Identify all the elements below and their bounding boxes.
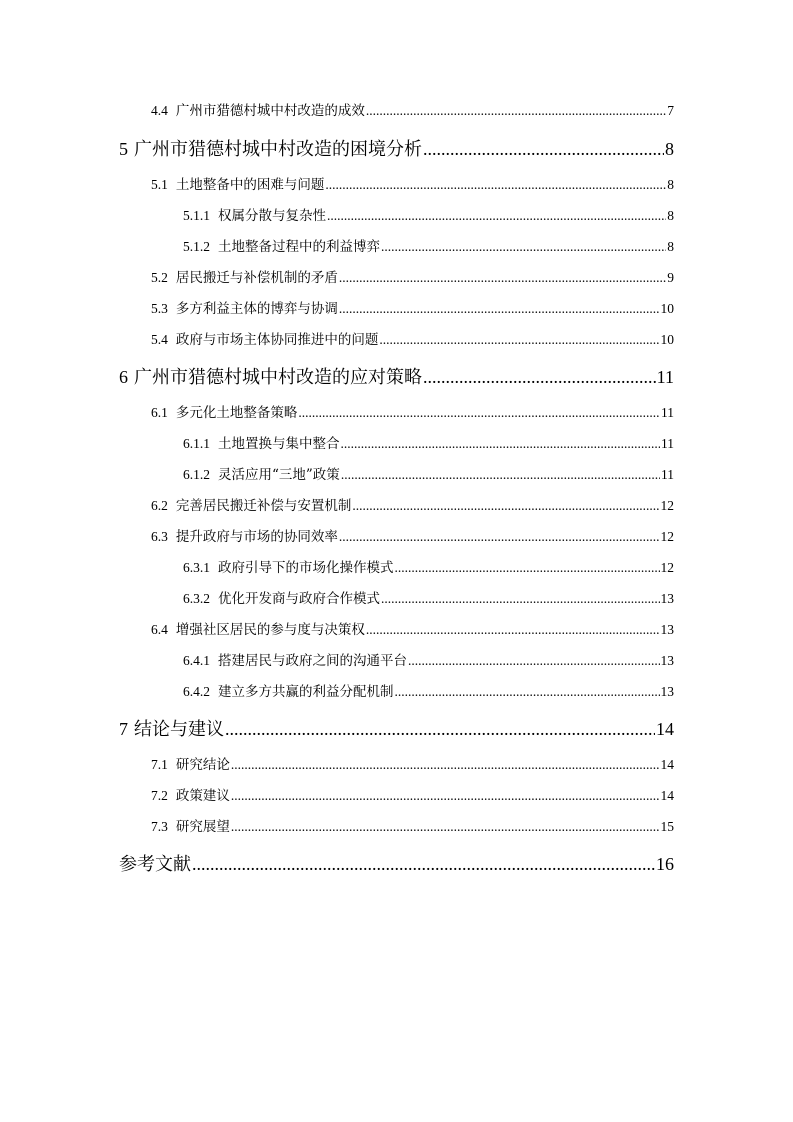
toc-entry-title: 搭建居民与政府之间的沟通平台 bbox=[218, 653, 407, 669]
toc-entry-page: 8 bbox=[667, 177, 674, 192]
toc-entry-5-3[interactable] bbox=[151, 302, 674, 317]
toc-entry-number: 7 bbox=[119, 719, 128, 739]
toc-entry-number: 6 bbox=[119, 367, 128, 387]
toc-entry-number: 6.3.1 bbox=[183, 560, 210, 575]
toc-dot-leader bbox=[395, 685, 660, 699]
toc-entry-number: 5.1.1 bbox=[183, 208, 210, 223]
toc-entry-number: 6.4.2 bbox=[183, 684, 210, 699]
toc-entry-title: 土地整备中的困难与问题 bbox=[175, 177, 325, 193]
toc-entry-title: 完善居民搬迁补偿与安置机制 bbox=[175, 498, 352, 514]
toc-entry-number: 5.3 bbox=[151, 301, 168, 316]
toc-dot-leader bbox=[339, 530, 660, 544]
toc-dot-leader bbox=[381, 240, 666, 254]
toc-entry-page: 11 bbox=[656, 367, 674, 387]
toc-dot-leader bbox=[231, 758, 660, 772]
toc-dot-leader bbox=[231, 789, 660, 803]
toc-dot-leader bbox=[339, 271, 666, 285]
toc-entry-7-1[interactable] bbox=[151, 758, 674, 773]
toc-dot-leader bbox=[352, 499, 659, 513]
toc-entry-chapter-5[interactable] bbox=[119, 140, 674, 159]
toc-entry-6-4[interactable] bbox=[151, 623, 674, 638]
toc-entry-number: 7.1 bbox=[151, 757, 168, 772]
toc-entry-page: 15 bbox=[660, 819, 674, 834]
toc-dot-leader bbox=[298, 406, 660, 420]
toc-entry-page: 14 bbox=[660, 757, 674, 772]
toc-entry-5-1-2[interactable] bbox=[183, 240, 674, 255]
toc-entry-page: 8 bbox=[665, 139, 674, 159]
toc-entry-title: 灵活应用“三地”政策 bbox=[218, 467, 340, 483]
toc-entry-title: 研究结论 bbox=[175, 757, 230, 773]
toc-entry-6-3-1[interactable] bbox=[183, 561, 674, 576]
toc-entry-page: 10 bbox=[660, 301, 674, 316]
toc-entry-chapter-7[interactable] bbox=[119, 720, 674, 739]
toc-entry-page: 8 bbox=[667, 239, 674, 254]
toc-dot-leader bbox=[339, 302, 660, 316]
toc-entry-5-1[interactable] bbox=[151, 178, 674, 193]
toc-entry-title: 广州市猎德村城中村改造的困境分析 bbox=[134, 139, 422, 160]
toc-entry-page: 13 bbox=[660, 622, 674, 637]
toc-entry-page: 13 bbox=[660, 653, 674, 668]
toc-entry-7-2[interactable] bbox=[151, 789, 674, 804]
toc-entry-page: 9 bbox=[667, 270, 674, 285]
toc-dot-leader bbox=[327, 209, 666, 223]
toc-dot-leader bbox=[379, 333, 659, 347]
toc-dot-leader bbox=[423, 140, 664, 158]
toc-dot-leader bbox=[408, 654, 660, 668]
toc-entry-page: 14 bbox=[656, 719, 674, 739]
toc-entry-title: 优化开发商与政府合作模式 bbox=[218, 591, 380, 607]
toc-entry-number: 5.2 bbox=[151, 270, 168, 285]
toc-entry-6-1-1[interactable] bbox=[183, 437, 674, 452]
toc-entry-page: 12 bbox=[660, 498, 674, 513]
toc-entry-number: 6.1.2 bbox=[183, 467, 210, 482]
toc-entry-number: 5.1.2 bbox=[183, 239, 210, 254]
toc-entry-title: 居民搬迁与补偿机制的矛盾 bbox=[175, 270, 338, 286]
toc-entry-number: 6.3.2 bbox=[183, 591, 210, 606]
toc-entry-number: 5.1 bbox=[151, 177, 168, 192]
toc-entry-title: 研究展望 bbox=[175, 819, 230, 835]
toc-entry-4-4[interactable] bbox=[151, 104, 674, 119]
toc-entry-page: 12 bbox=[660, 529, 674, 544]
toc-entry-title: 结论与建议 bbox=[134, 719, 224, 740]
toc-entry-6-1[interactable] bbox=[151, 406, 674, 421]
toc-entry-title: 建立多方共赢的利益分配机制 bbox=[218, 684, 394, 700]
toc-entry-title: 土地整备过程中的利益博弈 bbox=[218, 239, 380, 255]
toc-entry-6-1-2[interactable] bbox=[183, 468, 674, 483]
toc-dot-leader bbox=[366, 623, 660, 637]
toc-entry-title: 参考文献 bbox=[119, 854, 191, 875]
toc-dot-leader bbox=[192, 855, 655, 873]
toc-entry-6-3-2[interactable] bbox=[183, 592, 674, 607]
toc-entry-number: 6.3 bbox=[151, 529, 168, 544]
toc-dot-leader bbox=[225, 720, 655, 738]
toc-entry-page: 14 bbox=[660, 788, 674, 803]
toc-entry-7-3[interactable] bbox=[151, 820, 674, 835]
toc-entry-page: 16 bbox=[656, 854, 674, 874]
toc-entry-number: 5 bbox=[119, 139, 128, 159]
toc-entry-page: 11 bbox=[661, 467, 674, 482]
toc-entry-6-2[interactable] bbox=[151, 499, 674, 514]
toc-entry-title: 多元化土地整备策略 bbox=[175, 405, 298, 421]
toc-dot-leader bbox=[325, 178, 666, 192]
toc-dot-leader bbox=[341, 437, 661, 451]
toc-entry-page: 11 bbox=[661, 436, 674, 451]
toc-entry-title: 政策建议 bbox=[175, 788, 230, 804]
toc-entry-number: 6.4.1 bbox=[183, 653, 210, 668]
toc-entry-page: 10 bbox=[660, 332, 674, 347]
toc-entry-number: 7.2 bbox=[151, 788, 168, 803]
toc-entry-page: 8 bbox=[667, 208, 674, 223]
toc-dot-leader bbox=[423, 368, 656, 386]
toc-entry-chapter-6[interactable] bbox=[119, 368, 674, 387]
toc-entry-page: 13 bbox=[660, 684, 674, 699]
toc-entry-title: 广州市猎德村城中村改造的应对策略 bbox=[134, 367, 422, 388]
toc-dot-leader bbox=[341, 468, 660, 482]
toc-entry-number: 6.4 bbox=[151, 622, 168, 637]
toc-entry-number: 6.1.1 bbox=[183, 436, 210, 451]
toc-entry-number: 4.4 bbox=[151, 103, 168, 118]
toc-entry-number: 5.4 bbox=[151, 332, 168, 347]
toc-entry-number: 6.1 bbox=[151, 405, 168, 420]
toc-entry-number: 7.3 bbox=[151, 819, 168, 834]
toc-entry-title: 权属分散与复杂性 bbox=[218, 208, 326, 224]
toc-entry-title: 广州市猎德村城中村改造的成效 bbox=[175, 103, 365, 119]
toc-dot-leader bbox=[381, 592, 660, 606]
toc-entry-references[interactable] bbox=[119, 855, 674, 874]
toc-entry-5-1-1[interactable] bbox=[183, 209, 674, 224]
toc-entry-title: 多方利益主体的博弈与协调 bbox=[175, 301, 338, 317]
toc-entry-5-4[interactable] bbox=[151, 333, 674, 348]
toc-entry-6-4-2[interactable] bbox=[183, 685, 674, 700]
toc-entry-title: 政府引导下的市场化操作模式 bbox=[218, 560, 394, 576]
toc-entry-page: 7 bbox=[667, 103, 674, 118]
toc-dot-leader bbox=[395, 561, 660, 575]
toc-entry-number: 6.2 bbox=[151, 498, 168, 513]
toc-entry-title: 增强社区居民的参与度与决策权 bbox=[175, 622, 365, 638]
toc-entry-6-4-1[interactable] bbox=[183, 654, 674, 669]
toc-entry-title: 土地置换与集中整合 bbox=[218, 436, 340, 452]
toc-entry-page: 11 bbox=[661, 405, 674, 420]
toc-dot-leader bbox=[231, 820, 660, 834]
toc-entry-page: 13 bbox=[660, 591, 674, 606]
toc-entry-title: 提升政府与市场的协同效率 bbox=[175, 529, 338, 545]
toc-entry-title: 政府与市场主体协同推进中的问题 bbox=[175, 332, 379, 348]
toc-dot-leader bbox=[366, 104, 666, 118]
toc-entry-page: 12 bbox=[660, 560, 674, 575]
toc-entry-6-3[interactable] bbox=[151, 530, 674, 545]
toc-entry-5-2[interactable] bbox=[151, 271, 674, 286]
